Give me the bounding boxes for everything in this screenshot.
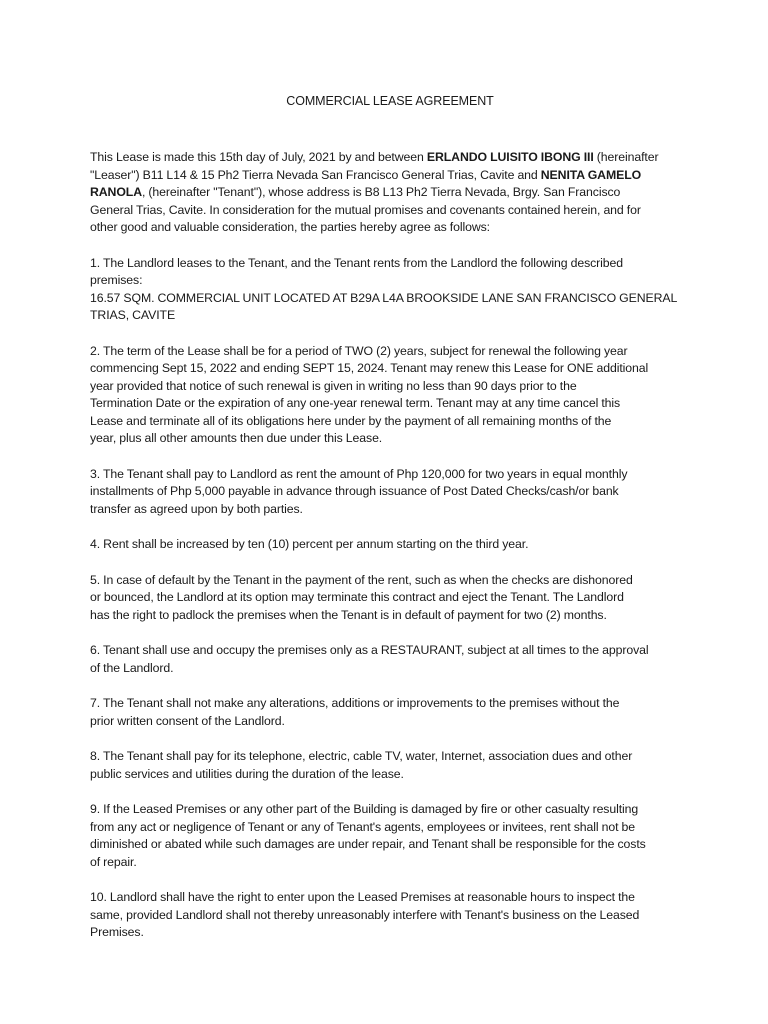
tenant-name: RANOLA xyxy=(90,185,142,199)
clause-line: 9. If the Leased Premises or any other part of the Building is damaged by fire or other casualty resulting xyxy=(90,802,639,816)
clause-4 xyxy=(90,536,690,554)
clause-line: 3. The Tenant shall pay to Landlord as rent the amount of Php 120,000 for two years in equal monthly xyxy=(90,466,628,481)
clause-line: 2. The term of the Lease shall be for a period of TWO (2) years, subject for renewal the following year xyxy=(90,343,628,358)
clause-line: 8. The Tenant shall pay for its telephone, electric, cable TV, water, Internet, association dues and other xyxy=(90,749,633,763)
clause-line: 1. The Landlord leases to the Tenant, and the Tenant rents from the Landlord the following described xyxy=(90,255,624,270)
clause-2 xyxy=(90,343,690,448)
clause-line: Premises. xyxy=(90,925,144,939)
clause-line: Termination Date or the expiration of any one-year renewal term. Tenant may at any time cancel this xyxy=(90,396,621,410)
clause-line: 5. In case of default by the Tenant in the payment of the rent, such as when the checks are dishonored xyxy=(90,572,633,587)
clause-3 xyxy=(90,466,690,519)
clause-1 xyxy=(90,255,690,325)
clause-line: 7. The Tenant shall not make any alterations, additions or improvements to the premises without the xyxy=(90,696,620,710)
clause-5 xyxy=(90,572,690,625)
intro-paragraph xyxy=(90,149,690,237)
clause-line: diminished or abated while such damages are under repair, and Tenant shall be responsible for the costs xyxy=(90,837,646,851)
clause-line: 4. Rent shall be increased by ten (10) percent per annum starting on the third year. xyxy=(90,537,529,551)
intro-line xyxy=(90,149,690,167)
clause-line: year, plus all other amounts then due under this Lease. xyxy=(90,431,383,445)
clause-6 xyxy=(90,642,690,677)
document-title: COMMERCIAL LEASE AGREEMENT xyxy=(286,94,494,108)
intro-line xyxy=(90,184,690,202)
intro-text: This Lease is made this 15th day of July, 2021 by and between xyxy=(90,150,427,164)
intro-text: "Leaser") B11 L14 & 15 Ph2 Tierra Nevada San Francisco General Trias, Cavite and xyxy=(90,167,541,182)
intro-line: other good and valuable consideration, the parties hereby agree as follows: xyxy=(90,220,490,234)
clause-8 xyxy=(90,748,690,783)
clause-line: year provided that notice of such renewal is given in writing no less than 90 days prior to the xyxy=(90,378,577,393)
clause-line: installments of Php 5,000 payable in advance through issuance of Post Dated Checks/cash/or bank xyxy=(90,484,619,498)
clause-line: public services and utilities during the duration of the lease. xyxy=(90,766,404,781)
tenant-name: NENITA GAMELO xyxy=(540,167,642,182)
intro-text: , (hereinafter "Tenant"), whose address is B8 L13 Ph2 Tierra Nevada, Brgy. San Francisco xyxy=(142,185,621,199)
leaser-name: ERLANDO LUISITO IBONG III xyxy=(426,150,594,164)
clause-7 xyxy=(90,695,690,730)
clause-10 xyxy=(90,889,690,942)
document-page xyxy=(90,93,690,960)
clause-line: TRIAS, CAVITE xyxy=(90,308,176,322)
clause-line: or bounced, the Landlord at its option may terminate this contract and eject the Tenant. The Landlord xyxy=(90,590,624,604)
clause-line: 10. Landlord shall have the right to enter upon the Leased Premises at reasonable hours to inspect the xyxy=(90,890,635,904)
clause-line: prior written consent of the Landlord. xyxy=(90,713,285,728)
clause-9 xyxy=(90,801,690,871)
clause-line: Lease and terminate all of its obligations here under by the payment of all remaining months of the xyxy=(90,413,612,428)
intro-line: General Trias, Cavite. In consideration for the mutual promises and covenants contained herein, and for xyxy=(90,202,641,217)
clause-line: of repair. xyxy=(90,854,137,869)
intro-text: (hereinafter xyxy=(593,150,659,164)
clause-line: of the Landlord. xyxy=(90,660,174,675)
clause-line: premises: xyxy=(90,273,143,287)
clause-line: 6. Tenant shall use and occupy the premises only as a RESTAURANT, subject at all times to the approval xyxy=(90,643,649,657)
clause-line: 16.57 SQM. COMMERCIAL UNIT LOCATED AT B29A L4A BROOKSIDE LANE SAN FRANCISCO GENERAL xyxy=(90,290,678,305)
intro-line xyxy=(90,167,690,185)
clause-line: transfer as agreed upon by both parties. xyxy=(90,501,303,516)
clause-line: commencing Sept 15, 2022 and ending SEPT 15, 2024. Tenant may renew this Lease for ONE additional xyxy=(90,361,649,375)
clause-line: from any act or negligence of Tenant or any of Tenant's agents, employees or invitees, rent shall not be xyxy=(90,819,636,834)
clause-line: has the right to padlock the premises when the Tenant is in default of payment for two (2) months. xyxy=(90,607,607,622)
clause-line: same, provided Landlord shall not thereby unreasonably interfere with Tenant's business on the Leased xyxy=(90,907,640,922)
